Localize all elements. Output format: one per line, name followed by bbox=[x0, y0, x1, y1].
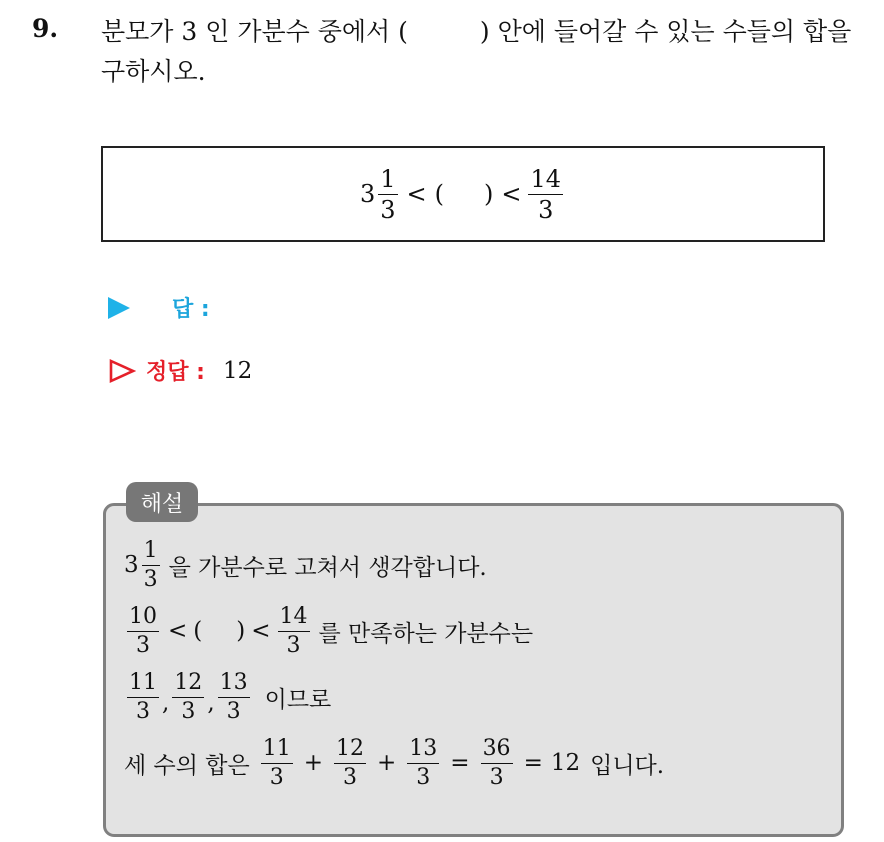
mixed-whole: 3 bbox=[124, 552, 139, 578]
explanation-line-4 bbox=[124, 730, 841, 796]
correct-answer-value: 12 bbox=[222, 357, 253, 384]
equals: = bbox=[450, 750, 470, 776]
plus: + bbox=[377, 750, 397, 776]
less-than: < bbox=[406, 180, 427, 208]
numerator: 12 bbox=[174, 669, 203, 695]
right-fraction bbox=[528, 164, 563, 224]
explanation-line-3 bbox=[124, 664, 841, 730]
line-text: 를 만족하는 가분수는 bbox=[318, 620, 534, 647]
comma: , bbox=[162, 690, 170, 716]
answer-label: 답 : bbox=[172, 297, 210, 322]
comma: , bbox=[207, 690, 215, 716]
less-than: < bbox=[168, 618, 188, 644]
line-prefix: 세 수의 합은 bbox=[124, 752, 250, 779]
numerator: 14 bbox=[279, 603, 308, 629]
correct-answer-label: 정답 : bbox=[146, 360, 205, 385]
paren-close: ) bbox=[484, 180, 494, 208]
denominator: 3 bbox=[261, 763, 293, 789]
denominator: 3 bbox=[172, 697, 204, 723]
fraction bbox=[407, 735, 439, 790]
correct-answer-row bbox=[108, 355, 252, 386]
fraction bbox=[127, 669, 159, 724]
denominator: 3 bbox=[127, 697, 159, 723]
question-text-before: 분모가 3 인 가분수 중에서 ( bbox=[101, 17, 408, 46]
answer-row bbox=[108, 292, 210, 323]
outline-triangle-icon bbox=[108, 358, 136, 384]
line-text: 이므로 bbox=[264, 686, 332, 713]
numerator: 10 bbox=[129, 603, 157, 629]
fraction bbox=[278, 603, 310, 658]
numerator: 11 bbox=[262, 735, 291, 761]
mixed-fraction bbox=[378, 164, 397, 224]
fraction bbox=[172, 669, 204, 724]
denominator: 3 bbox=[278, 631, 310, 657]
inequality-box bbox=[101, 146, 825, 242]
numerator: 13 bbox=[409, 735, 438, 761]
numerator: 1 bbox=[143, 537, 158, 563]
denominator: 3 bbox=[143, 566, 158, 592]
numerator: 1 bbox=[380, 164, 396, 193]
fraction bbox=[334, 735, 366, 790]
question-text bbox=[101, 12, 871, 92]
explanation-tag: 해설 bbox=[126, 482, 198, 522]
question-text-after: ) 안에 들어갈 수 있는 수들의 합을 구하시오. bbox=[101, 17, 852, 86]
fraction bbox=[218, 669, 250, 724]
fraction bbox=[481, 735, 513, 790]
less-than: < bbox=[251, 618, 271, 644]
less-than: < bbox=[501, 180, 522, 208]
question-number: 9. bbox=[32, 14, 59, 43]
explanation-line-2 bbox=[124, 598, 841, 664]
fraction bbox=[127, 603, 159, 658]
result: 12 bbox=[550, 750, 581, 776]
denominator: 3 bbox=[218, 697, 250, 723]
denominator: 3 bbox=[528, 194, 563, 222]
numerator: 12 bbox=[336, 735, 364, 761]
fraction bbox=[261, 735, 293, 790]
equals: = bbox=[523, 750, 543, 776]
explanation-line-1 bbox=[124, 532, 841, 598]
numerator: 11 bbox=[129, 669, 157, 695]
play-triangle-icon bbox=[108, 297, 130, 319]
denominator: 3 bbox=[407, 763, 439, 789]
explanation-box bbox=[103, 503, 844, 837]
paren-close: ) bbox=[236, 618, 246, 644]
mixed-whole: 3 bbox=[359, 180, 376, 208]
denominator: 3 bbox=[481, 763, 513, 789]
paren-open: ( bbox=[193, 618, 203, 644]
numerator: 13 bbox=[219, 669, 248, 695]
denominator: 3 bbox=[380, 195, 396, 224]
fraction bbox=[142, 537, 160, 592]
denominator: 3 bbox=[334, 763, 366, 789]
paren-open: ( bbox=[434, 180, 444, 208]
line-suffix: 입니다. bbox=[590, 752, 665, 779]
denominator: 3 bbox=[127, 631, 159, 657]
plus: + bbox=[303, 750, 323, 776]
numerator: 14 bbox=[530, 164, 562, 193]
line-text: 을 가분수로 고쳐서 생각합니다. bbox=[168, 554, 487, 581]
numerator: 36 bbox=[482, 735, 511, 761]
